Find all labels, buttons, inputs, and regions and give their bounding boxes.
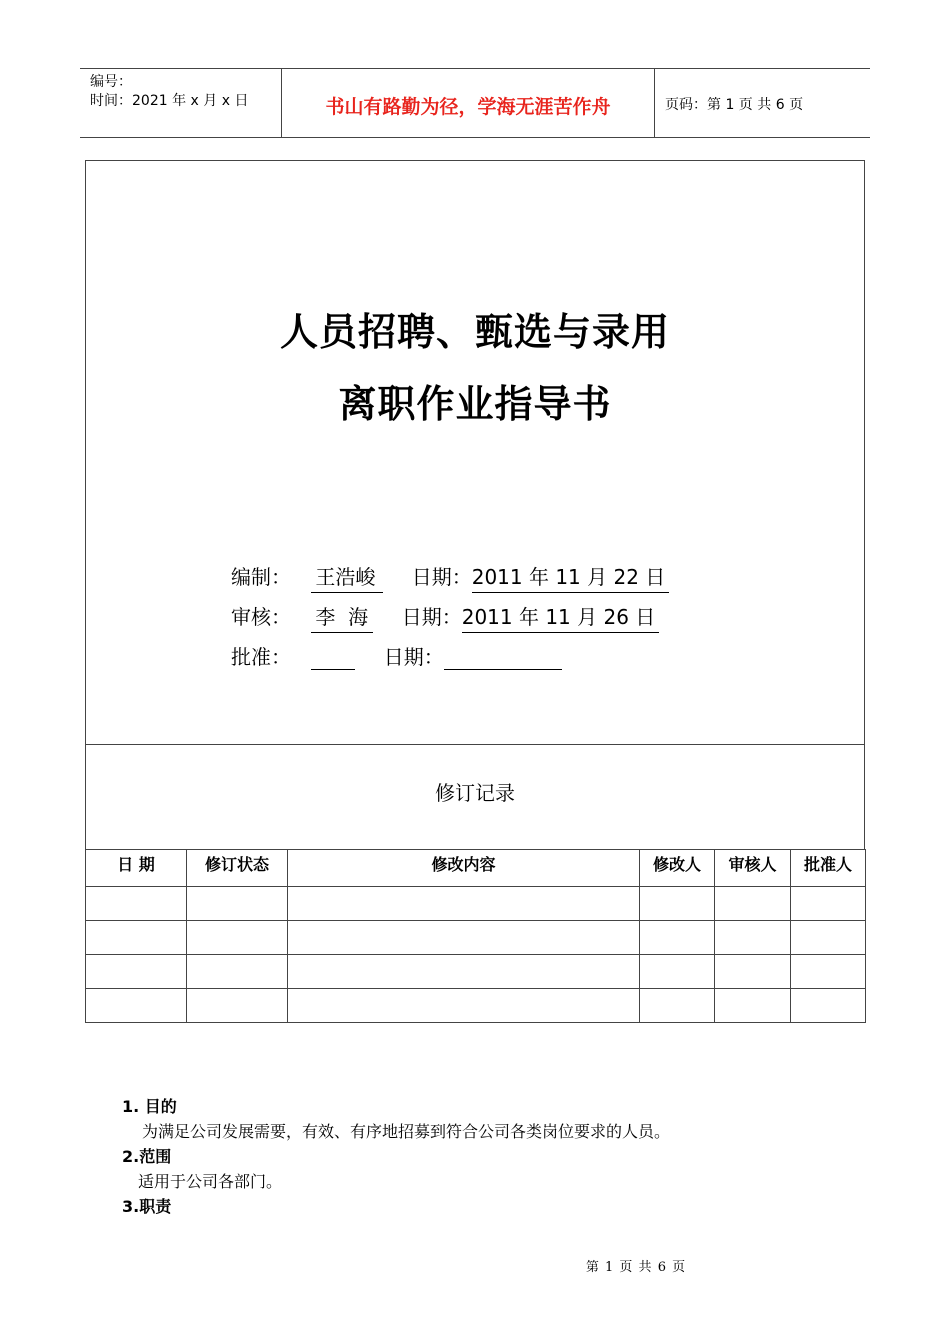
col-content: 修改内容 [288, 850, 640, 887]
approved-label: 批准： [231, 645, 291, 669]
approved-date-label: 日期： [383, 645, 444, 669]
reviewed-row [231, 601, 659, 633]
document-header [80, 68, 870, 138]
time-label: 时间：2021 年 x 月 x 日 [90, 93, 249, 109]
table-row [86, 887, 866, 921]
page-info: 页码：第 1 页 共 6 页 [665, 97, 804, 113]
col-approver: 批准人 [791, 850, 866, 887]
revision-section [85, 743, 865, 850]
section-1-text: 为满足公司发展需要，有效、有序地招募到符合公司各类岗位要求的人员。 [142, 1122, 671, 1141]
header-meta-cell [80, 69, 282, 137]
compiled-row [231, 561, 669, 593]
col-reviewer: 审核人 [715, 850, 791, 887]
header-page-cell [655, 69, 870, 137]
reviewed-date-label: 日期： [401, 605, 462, 629]
page-footer: 第 1 页 共 6 页 [585, 1260, 687, 1275]
approved-name-blank [311, 645, 355, 670]
document-title-line2: 离职作业指导书 [338, 382, 612, 426]
col-status: 修订状态 [187, 850, 288, 887]
revision-title: 修订记录 [435, 781, 515, 805]
section-3-title: 3.职责 [122, 1197, 172, 1216]
col-modifier: 修改人 [640, 850, 715, 887]
motto: 书山有路勤为径，学海无涯苦作舟 [325, 96, 611, 118]
section-2-title: 2.范围 [122, 1147, 172, 1166]
section-2-text: 适用于公司各部门。 [138, 1172, 283, 1191]
col-date: 日 期 [86, 850, 187, 887]
section-1-title: 1. 目的 [122, 1097, 177, 1116]
revision-table [85, 849, 866, 1023]
approved-date-blank [444, 645, 562, 670]
reviewed-date: 2011 年 11 月 26 日 [462, 601, 660, 633]
header-motto-cell [282, 69, 655, 137]
compiled-name: 王浩峻 [311, 561, 383, 593]
table-row [86, 955, 866, 989]
approved-row [231, 641, 562, 670]
table-header-row [86, 850, 866, 887]
compiled-date-label: 日期： [411, 565, 472, 589]
table-row [86, 921, 866, 955]
table-row [86, 989, 866, 1023]
reviewed-name: 李 海 [311, 601, 373, 633]
compiled-label: 编制： [231, 565, 291, 589]
cover-box [85, 160, 865, 745]
document-title-line1: 人员招聘、甄选与录用 [279, 310, 670, 354]
number-label: 编号： [90, 74, 132, 90]
reviewed-label: 审核： [231, 605, 291, 629]
compiled-date: 2011 年 11 月 22 日 [472, 561, 670, 593]
